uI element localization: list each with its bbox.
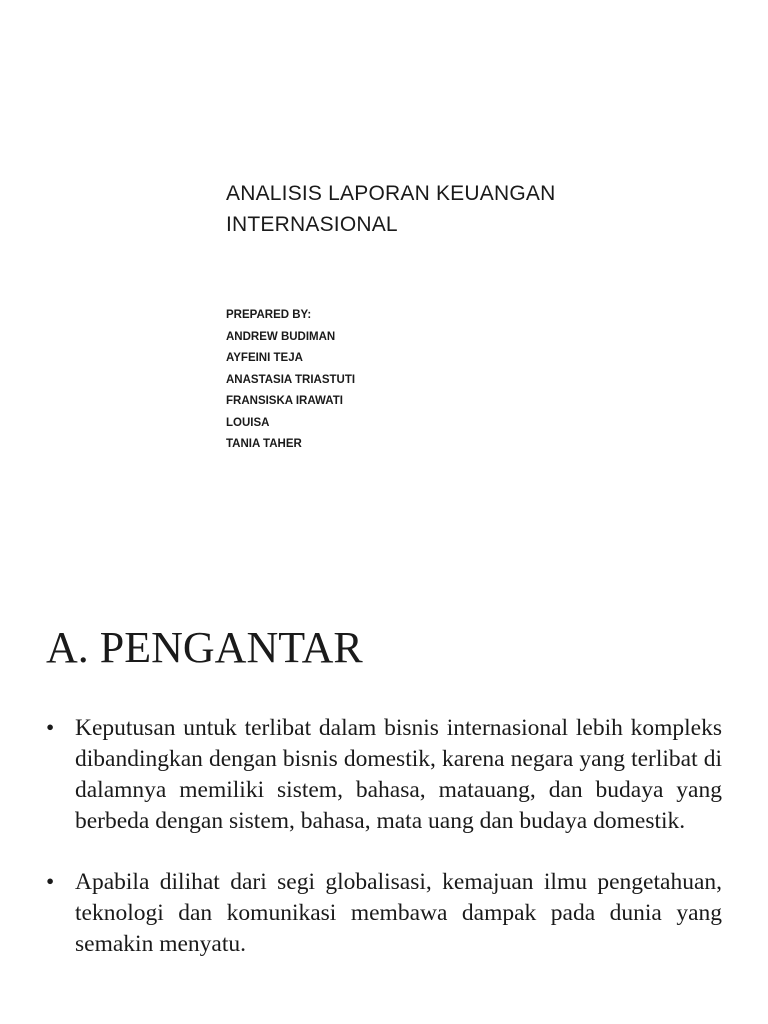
bullet-list xyxy=(46,713,722,960)
bullet-text: Apabila dilihat dari segi globalisasi, kemajuan ilmu pengetahuan, teknologi dan komunikasi membawa dampak pada dunia yang semakin menyatu. xyxy=(75,869,722,957)
bullet-icon: • xyxy=(46,715,55,741)
authors-list xyxy=(226,305,526,456)
author-name: ANDREW BUDIMAN xyxy=(226,330,336,343)
author-name: LOUISA xyxy=(226,416,270,429)
bullet-item xyxy=(46,867,722,960)
bullet-icon: • xyxy=(46,869,55,895)
author-name: AYFEINI TEJA xyxy=(226,352,303,364)
document-title xyxy=(226,178,626,240)
intro-slide xyxy=(0,580,768,1024)
bullet-item xyxy=(46,713,722,837)
bullet-text: Keputusan untuk terlibat dalam bisnis internasional lebih kompleks dibandingkan dengan bisnis domestik, karena negara yang terlibat di dalamnya memiliki sistem, bahasa, matauang, dan budaya yang berbeda dengan sistem, bahasa, mata uang dan budaya domestik. xyxy=(75,715,722,834)
title-line-1: ANALISIS LAPORAN KEUANGAN xyxy=(226,182,556,205)
author-name: TANIA TAHER xyxy=(226,438,302,450)
title-line-2: INTERNASIONAL xyxy=(226,213,398,236)
section-heading: A. PENGANTAR xyxy=(46,623,363,672)
author-name: ANASTASIA TRIASTUTI xyxy=(226,373,356,386)
prepared-by-label: PREPARED BY: xyxy=(226,309,312,321)
author-name: FRANSISKA IRAWATI xyxy=(226,395,343,407)
